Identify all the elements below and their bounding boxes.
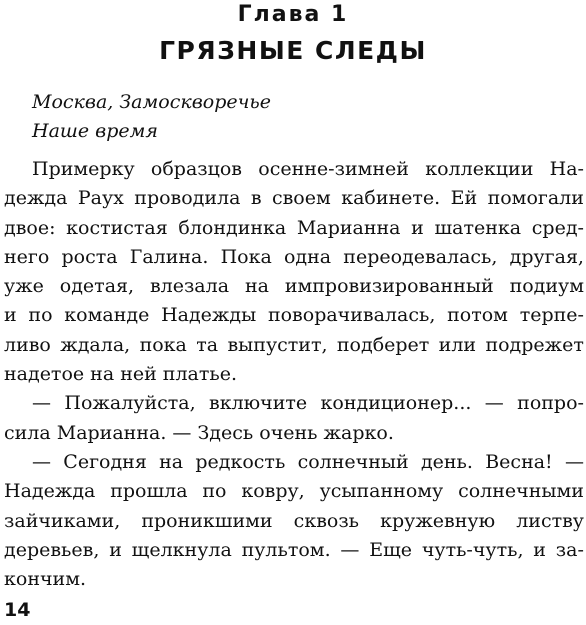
page-number: 14 bbox=[4, 599, 31, 621]
text-line: двое: костистая блондинка Марианна и шатенка сред- bbox=[4, 216, 584, 239]
text-line: Примерку образцов осенне-зимней коллекции На- bbox=[32, 158, 584, 180]
text-line: уже одетая, влезала на импровизированный подиум bbox=[4, 275, 584, 298]
text-line: ливо ждала, пока та выпустит, подберет или подрежет bbox=[4, 333, 584, 356]
text-line: надетое на ней платье. bbox=[4, 363, 238, 386]
chapter-label: Глава 1 bbox=[237, 2, 349, 27]
text-line: деревьев, и щелкнула пультом. — Еще чуть-чуть, и за- bbox=[4, 538, 584, 561]
text-line: — Пожалуйста, включите кондиционер... — попро- bbox=[32, 392, 584, 415]
text-line: дежда Раух проводила в своем кабинете. Ей помогали bbox=[4, 187, 584, 210]
text-line: кончим. bbox=[4, 568, 87, 591]
text-line: сила Марианна. — Здесь очень жарко. bbox=[4, 421, 394, 444]
text-line: Надежда прошла по ковру, усыпанному солнечными bbox=[4, 480, 584, 503]
epigraph-place: Москва, Замоскворечье bbox=[32, 91, 272, 113]
text-line: — Сегодня на редкость солнечный день. Весна! — bbox=[32, 450, 584, 473]
chapter-title: ГРЯЗНЫЕ СЛЕДЫ bbox=[159, 36, 427, 65]
epigraph bbox=[32, 88, 271, 146]
body-text bbox=[4, 155, 584, 594]
text-line: него роста Галина. Пока одна переодевалась, другая, bbox=[4, 245, 584, 268]
epigraph-time: Наше время bbox=[32, 120, 158, 142]
text-line: зайчиками, проникшими сквозь кружевную листву bbox=[4, 509, 584, 532]
text-line: и по команде Надежды поворачивалась, потом терпе- bbox=[4, 304, 584, 327]
